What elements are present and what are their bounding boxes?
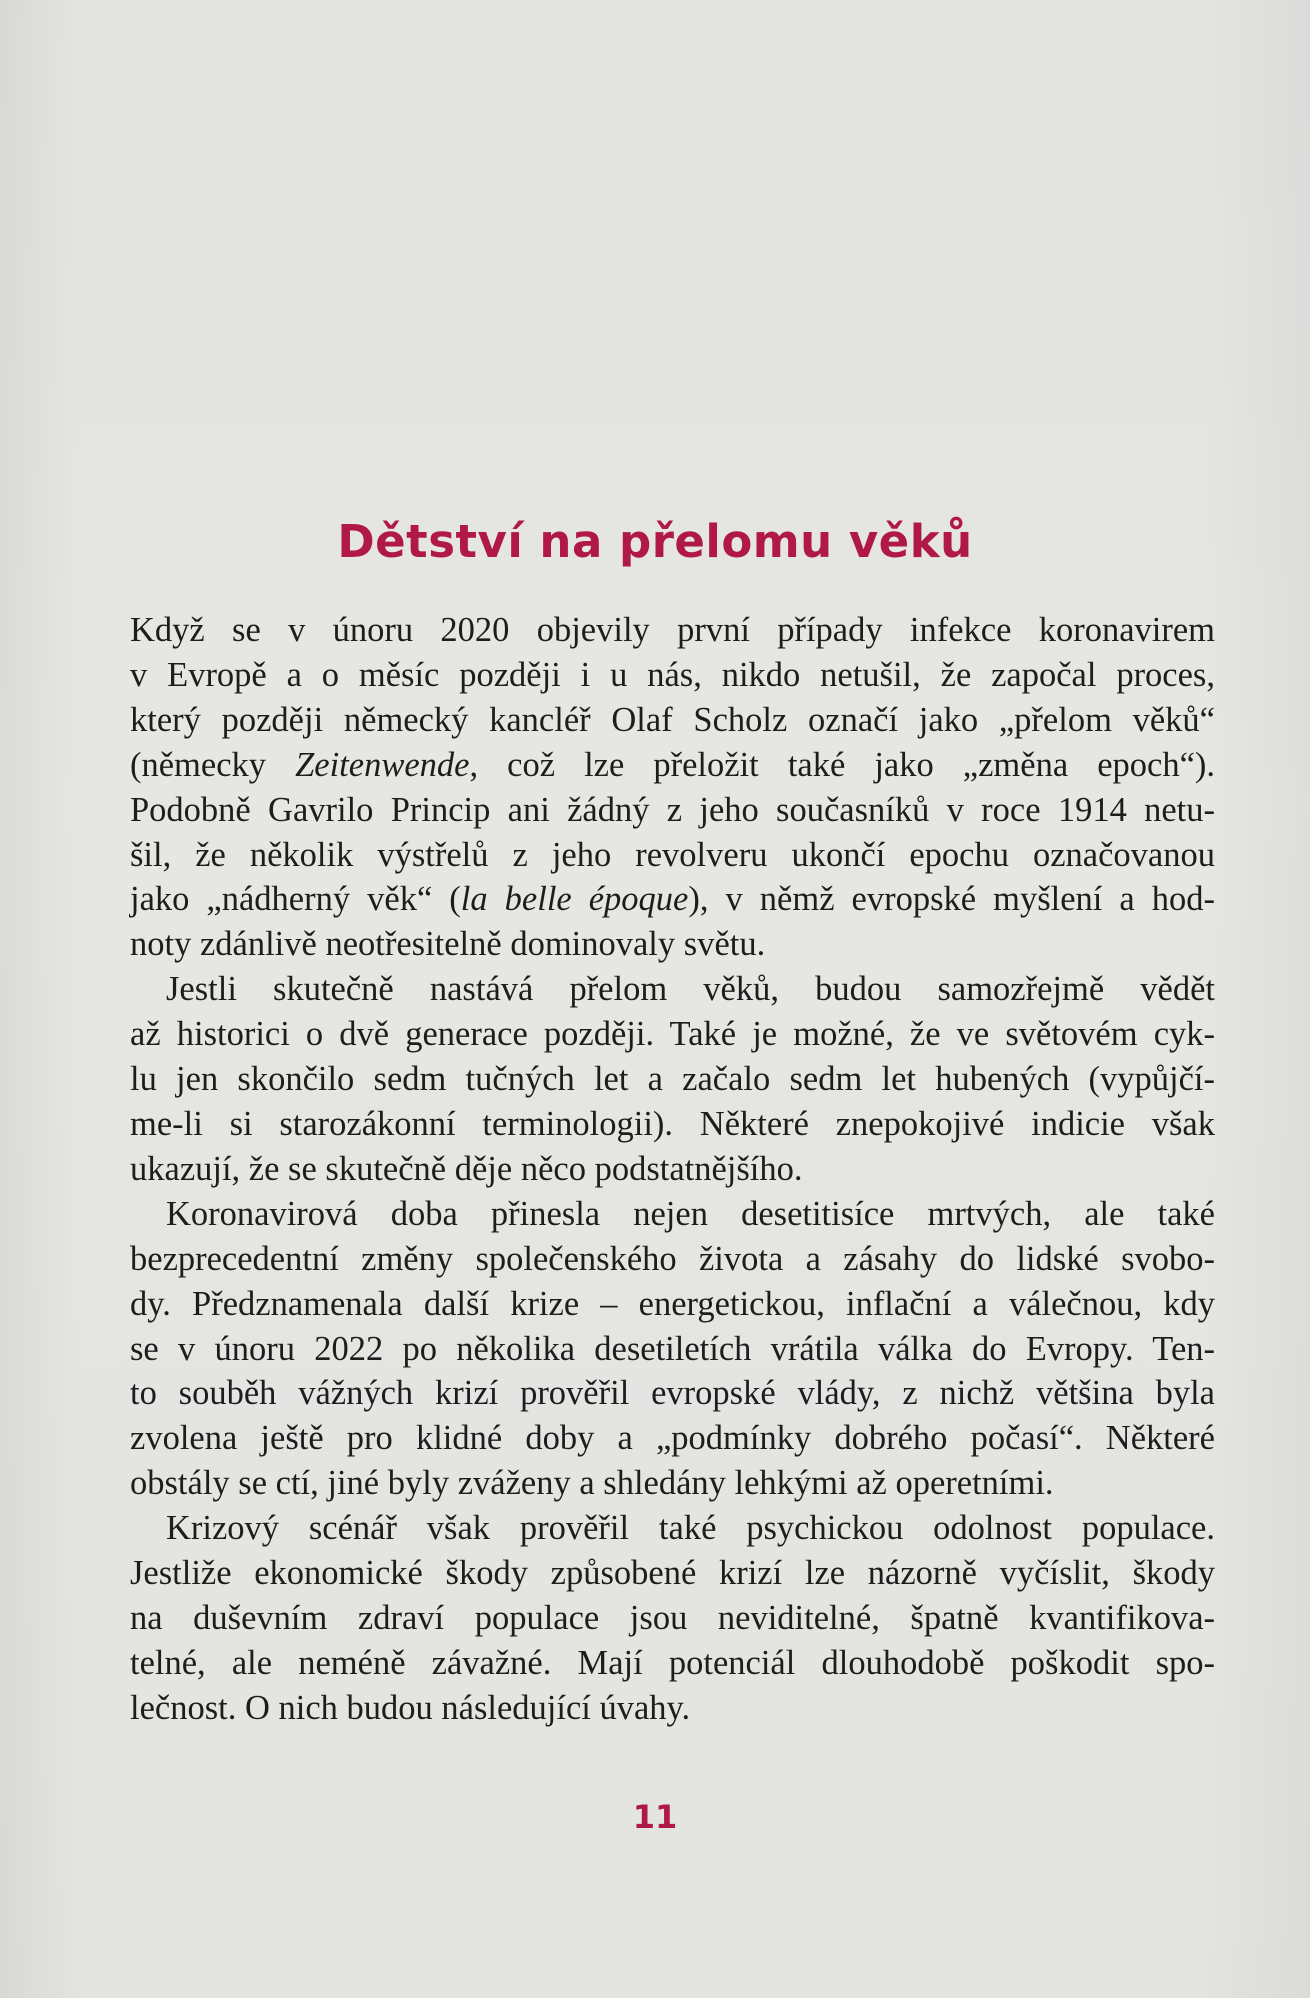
text-line: se v únoru 2022 po několika desetiletích vrátila válka do Evropy. Ten- <box>130 1329 1215 1368</box>
italic-term: Zeitenwende <box>295 745 470 784</box>
text-line: to souběh vážných krizí prověřil evropské vlády, z nichž většina byla <box>130 1374 1215 1413</box>
paragraph <box>130 967 1215 1192</box>
text-line: na duševním zdraví populace jsou neviditelné, špatně kvantifikova- <box>130 1598 1215 1637</box>
text-line: lu jen skončilo sedm tučných let a začalo sedm let hubených (vypůjčí- <box>130 1060 1215 1099</box>
paragraph <box>130 608 1215 967</box>
text-line: Jestli skutečně nastává přelom věků, budou samozřejmě vědět <box>166 970 1215 1009</box>
italic-term: la belle époque <box>460 880 689 919</box>
text-line: v Evropě a o měsíc později i u nás, nikdo netušil, že započal proces, <box>130 655 1215 694</box>
chapter-title: Dětství na přelomu věků <box>337 515 973 568</box>
text-line: (německy Zeitenwende, což lze přeložit také jako „změna epoch“). <box>130 745 1216 784</box>
text-line: bezprecedentní změny společenského života a zásahy do lidské svobo- <box>130 1239 1215 1278</box>
text-line: Krizový scénář však prověřil také psychickou odolnost populace. <box>166 1509 1215 1548</box>
page-number: 11 <box>632 1798 678 1836</box>
text-line: obstály se ctí, jiné byly zváženy a shledány lehkými až operetními. <box>130 1464 1054 1503</box>
text-line: šil, že několik výstřelů z jeho revolveru ukončí epochu označovanou <box>130 835 1215 874</box>
text-line: noty zdánlivě neotřesitelně dominovaly světu. <box>130 925 766 964</box>
text-line: ukazují, že se skutečně děje něco podstatnějšího. <box>130 1149 803 1188</box>
text-line: Když se v únoru 2020 objevily první případy infekce koronavirem <box>130 611 1215 649</box>
text-line: zvolena ještě pro klidné doby a „podmínky dobrého počasí“. Některé <box>130 1419 1215 1458</box>
text-line: až historici o dvě generace později. Také je možné, že ve světovém cyk- <box>130 1015 1215 1054</box>
body-text <box>130 608 1215 1731</box>
text-line: telné, ale neméně závažné. Mají potenciál dlouhodobě poškodit spo- <box>130 1643 1215 1682</box>
text-line: lečnost. O nich budou následující úvahy. <box>130 1688 691 1727</box>
text-line: Podobně Gavrilo Princip ani žádný z jeho současníků v roce 1914 netu- <box>130 790 1215 829</box>
text-line: me-li si starozákonní terminologii). Některé znepokojivé indicie však <box>130 1104 1215 1143</box>
paragraph <box>130 1506 1215 1731</box>
text-line: jako „nádherný věk“ (la belle époque), v němž evropské myšlení a hod- <box>130 880 1215 919</box>
text-line: Jestliže ekonomické škody způsobené krizí lze názorně vyčíslit, škody <box>130 1554 1215 1593</box>
text-line: Koronavirová doba přinesla nejen desetitisíce mrtvých, ale také <box>166 1194 1215 1233</box>
text-line: který později německý kancléř Olaf Scholz označí jako „přelom věků“ <box>130 700 1215 739</box>
text-line: dy. Předznamenala další krize – energetickou, inflační a válečnou, kdy <box>130 1284 1215 1323</box>
paragraph <box>130 1192 1215 1506</box>
